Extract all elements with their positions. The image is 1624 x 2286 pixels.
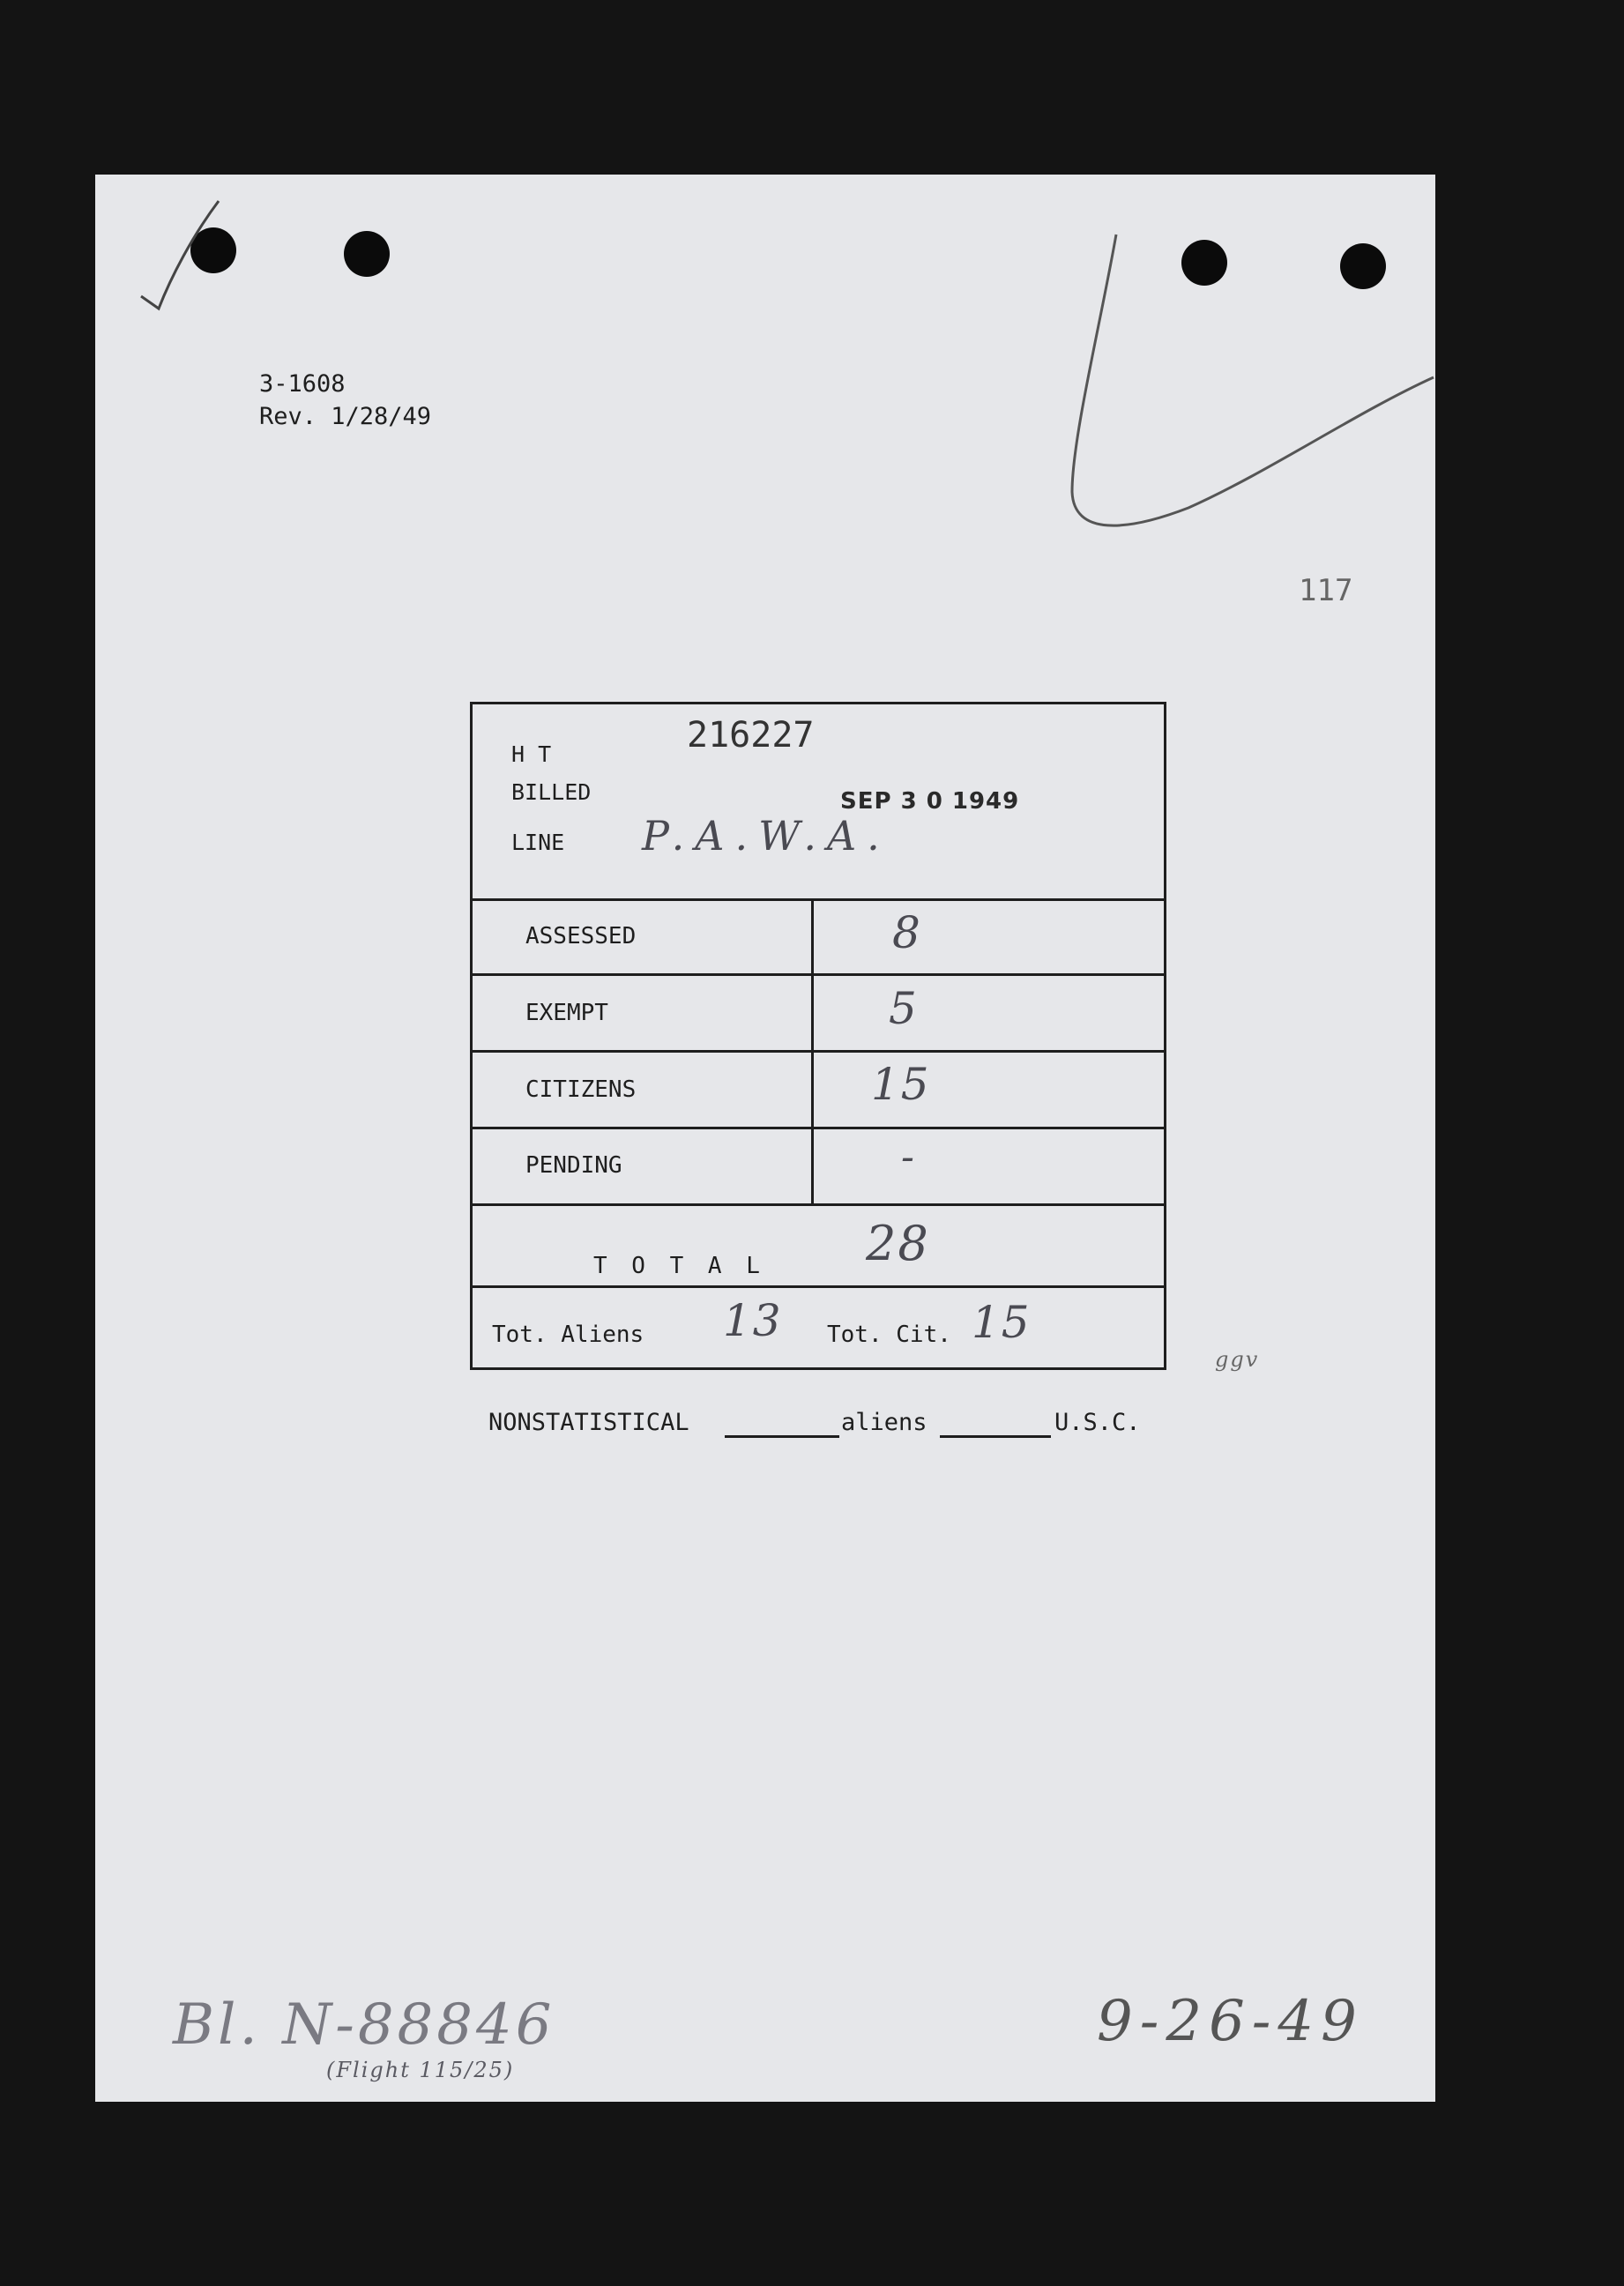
assessed-value: 8 xyxy=(892,907,922,958)
pencil-large-check-mark xyxy=(977,227,1435,562)
citizens-label: CITIZENS xyxy=(525,1076,637,1103)
reviewer-initials: ggv xyxy=(1215,1347,1260,1372)
pencil-check-mark xyxy=(130,192,236,316)
flight-note: (Flight 115/25) xyxy=(326,2058,515,2082)
handwritten-date: 9-26-49 xyxy=(1097,1989,1364,2054)
aliens-label: aliens xyxy=(841,1409,927,1436)
form-revision: Rev. 1/28/49 xyxy=(259,403,432,430)
ht-label: H T xyxy=(511,741,552,767)
tot-aliens-value: 13 xyxy=(723,1295,783,1346)
billed-label: BILLED xyxy=(511,779,592,805)
punch-hole-2 xyxy=(344,231,390,277)
pending-value: - xyxy=(901,1135,916,1180)
line-value: P.A.W.A. xyxy=(642,812,890,860)
page-number: 117 xyxy=(1299,573,1353,608)
usc-label: U.S.C. xyxy=(1054,1409,1141,1436)
total-value: 28 xyxy=(866,1216,930,1271)
usc-blank xyxy=(940,1435,1051,1438)
billing-form-table xyxy=(470,702,1166,1370)
tot-aliens-label: Tot. Aliens xyxy=(492,1322,644,1348)
exempt-label: EXEMPT xyxy=(525,1000,608,1026)
tot-cit-label: Tot. Cit. xyxy=(827,1322,951,1348)
document-sheet xyxy=(95,175,1435,2102)
nonstatistical-label: NONSTATISTICAL xyxy=(488,1409,689,1436)
line-label: LINE xyxy=(511,830,565,855)
reference-number: Bl. N-88846 xyxy=(173,1992,555,2058)
assessed-label: ASSESSED xyxy=(525,923,637,949)
exempt-value: 5 xyxy=(889,983,919,1034)
total-label: T O T A L xyxy=(593,1253,765,1279)
form-number: 3-1608 xyxy=(259,370,346,398)
tot-cit-value: 15 xyxy=(972,1297,1032,1348)
aliens-blank xyxy=(725,1435,839,1438)
citizens-value: 15 xyxy=(871,1059,931,1110)
serial-number: 216227 xyxy=(687,715,815,756)
pending-label: PENDING xyxy=(525,1152,622,1179)
nonstatistical-line xyxy=(488,1409,1264,1444)
date-stamp: SEP 3 0 1949 xyxy=(840,788,1020,815)
